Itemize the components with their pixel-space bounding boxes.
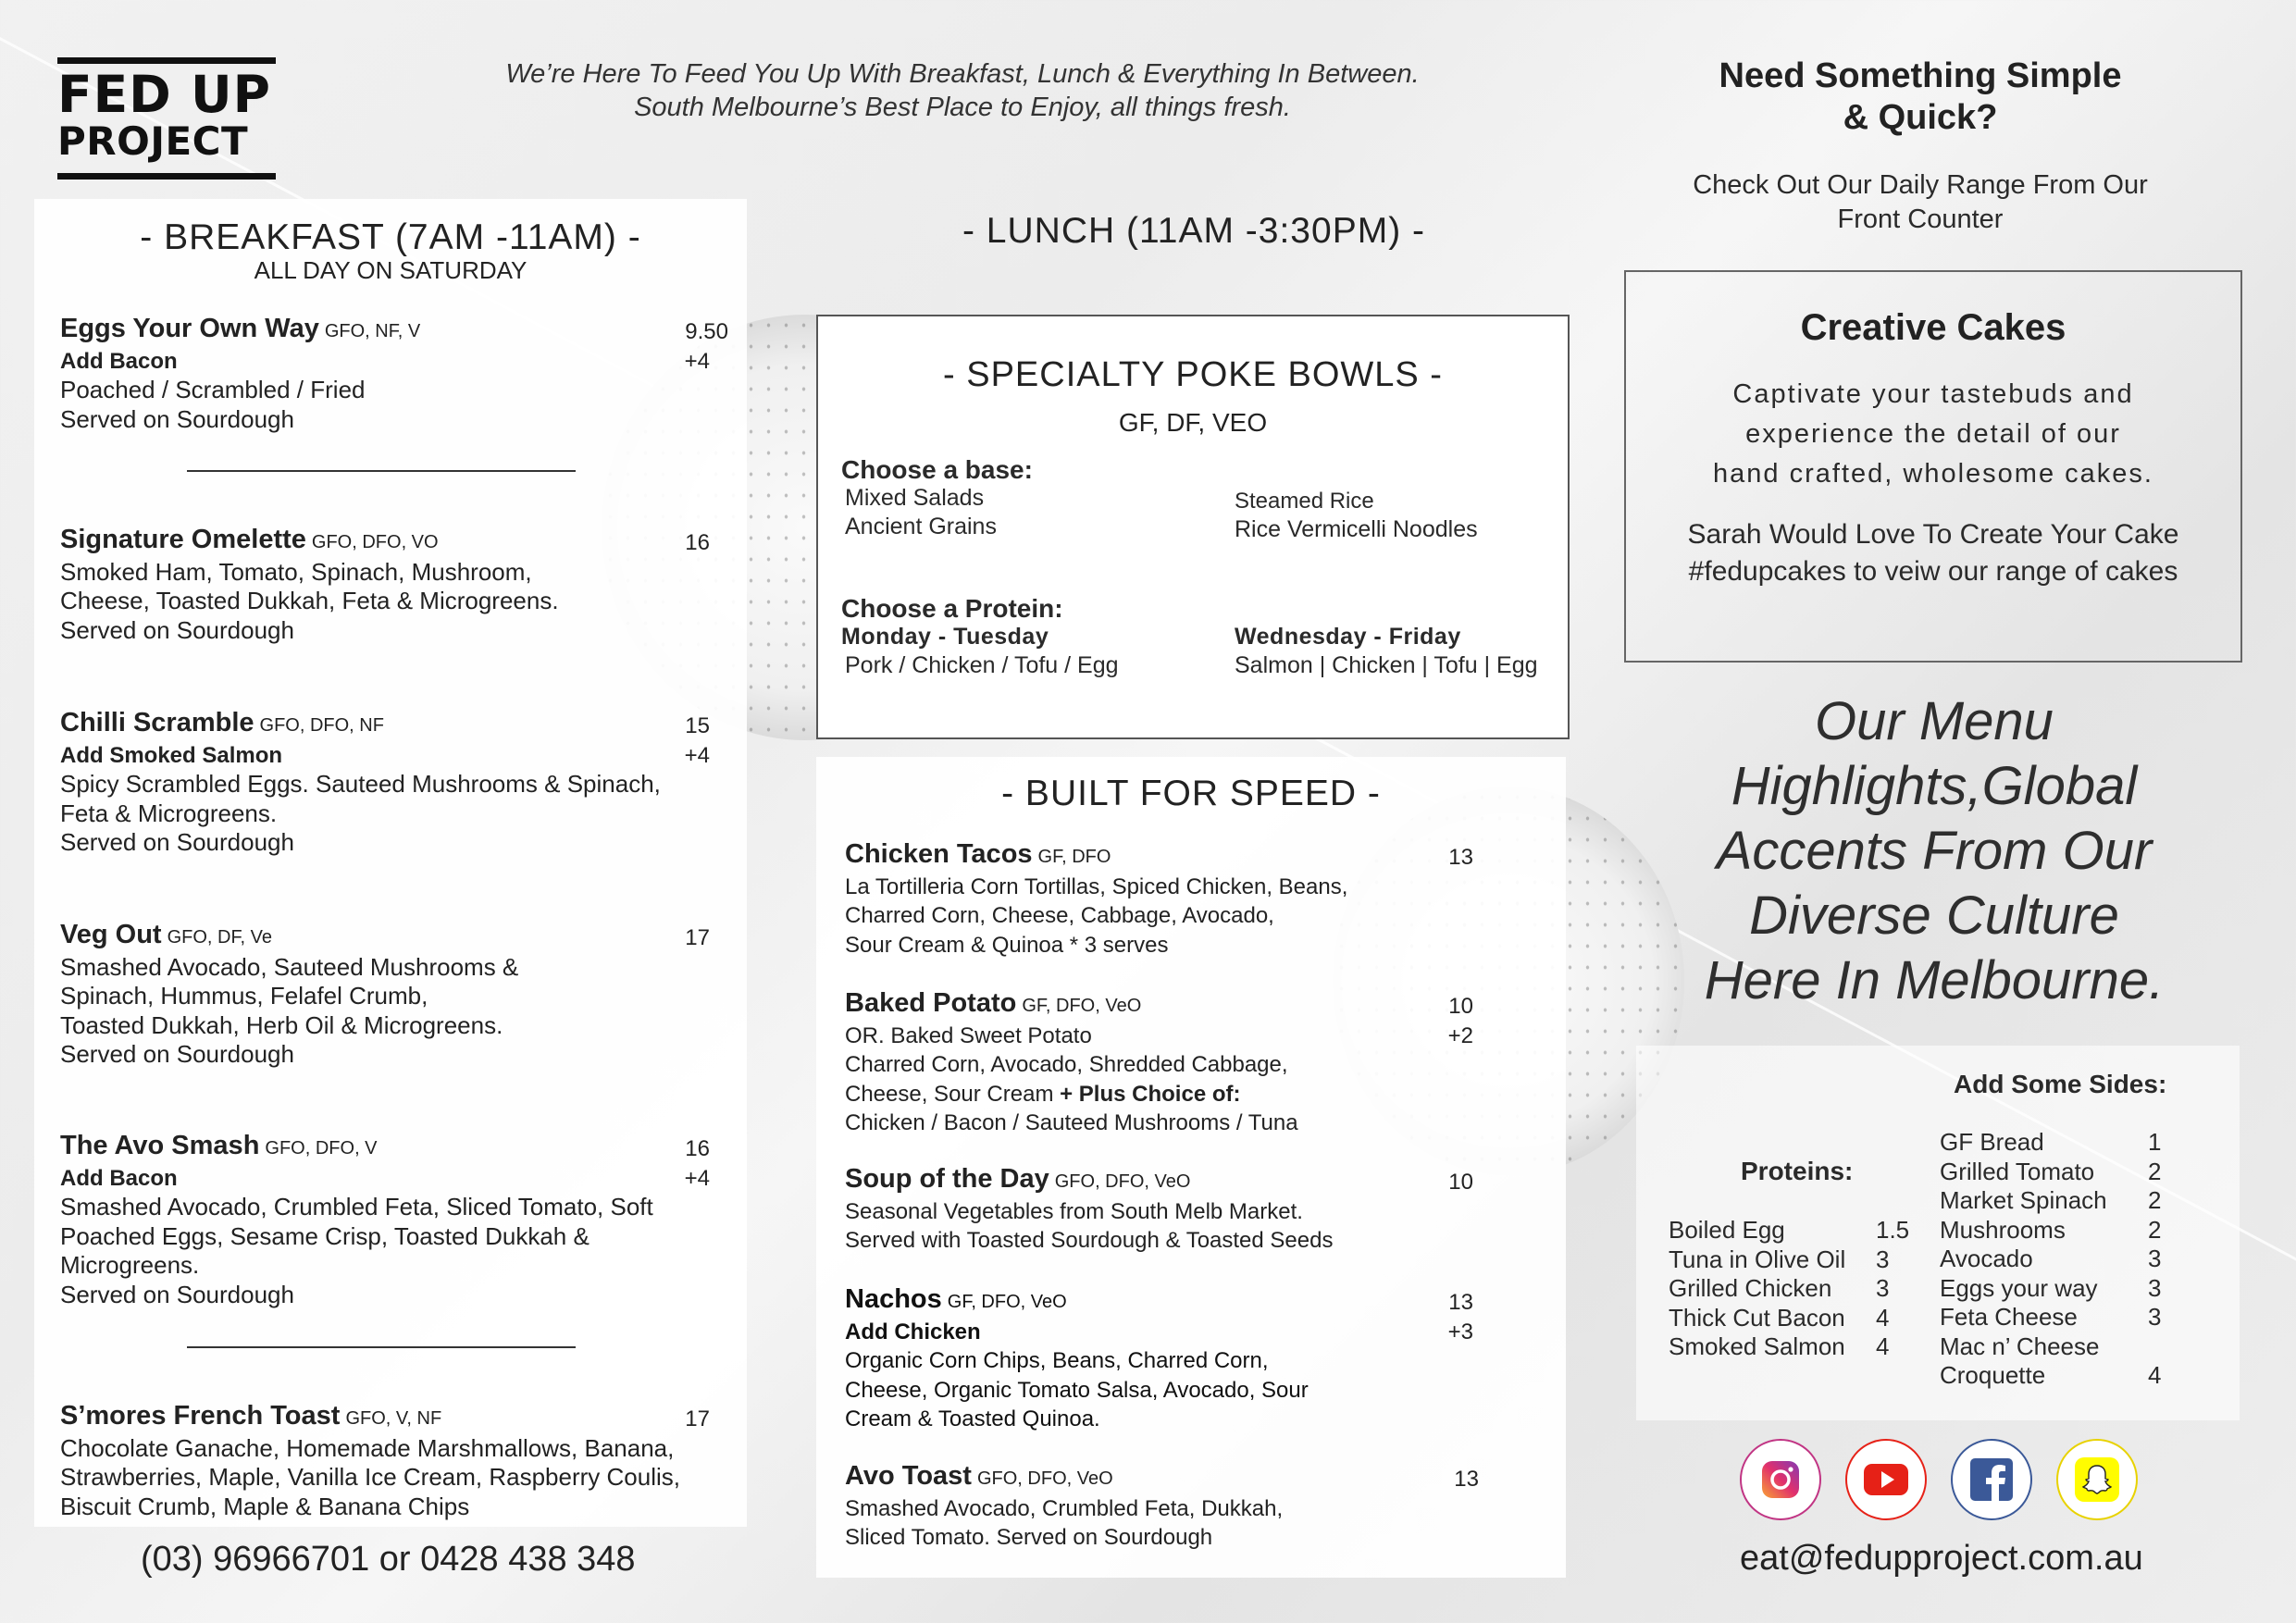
side-name: Grilled Chicken [1669,1274,1832,1302]
brand-line-1: FED UP [57,65,271,124]
item-name: Chicken Tacos [845,839,1033,869]
item-desc: OR. Baked Sweet Potato [845,1022,1092,1048]
breakfast-subtitle: ALL DAY ON SATURDAY [254,256,527,284]
addon-price: +2 [1447,1022,1473,1048]
item-addon: Add Chicken [845,1319,981,1344]
item-name: Soup of the Day [845,1164,1049,1194]
divider [187,470,576,472]
item-name: S’mores French Toast [60,1401,341,1431]
snapchat-icon[interactable] [2056,1439,2138,1520]
highlight-line: Diverse Culture [1749,886,2119,946]
item-desc: Charred Corn, Cheese, Cabbage, Avocado, [845,903,1274,928]
addon-price: +3 [1447,1319,1473,1344]
item-price [627,712,710,770]
protein-heading: Choose a Protein: [841,594,1063,623]
base-option: Ancient Grains [845,514,997,539]
item-price [627,1134,710,1193]
item-desc: Poached Eggs, Sesame Crisp, Toasted Dukkah & [60,1221,590,1250]
cakes-line: experience the detail of our [1745,419,2121,449]
item-tags: GFO, DFO, V [265,1138,378,1158]
item-tags: GF, DFO, VeO [947,1292,1067,1312]
item-desc: Biscuit Crumb, Maple & Banana Chips [60,1492,470,1520]
highlight-line: Our Menu [1815,691,2054,751]
item-desc: Served on Sourdough [60,828,294,856]
item-price: 10 [1448,1170,1473,1195]
item-desc: Smashed Avocado, Crumbled Feta, Sliced Tomato, Soft [60,1193,653,1220]
item-price [1381,1288,1473,1346]
cakes-line: Captivate your tastebuds and [1732,379,2134,409]
item-desc: Poached / Scrambled / Fried [60,376,366,403]
item-desc: Smashed Avocado, Crumbled Feta, Dukkah, [845,1495,1284,1521]
tagline [435,57,1490,124]
base-option: Mixed Salads [845,485,985,511]
price-value: 10 [1448,994,1473,1019]
item-name: Nachos [845,1284,942,1314]
creative-cakes-box [1624,270,2242,663]
speed-title: - BUILT FOR SPEED - [1001,774,1381,813]
facebook-icon[interactable] [1951,1439,2032,1520]
side-price: 4 [1876,1332,1890,1360]
side-price: 3 [2148,1245,2162,1272]
item-tags: GFO, DFO, VeO [976,1468,1113,1489]
highlight-line: Highlights,Global [1731,756,2138,816]
side-name: Avocado [1940,1245,2033,1272]
item-tags: GFO, DFO, VO [311,532,439,552]
item-desc: Strawberries, Maple, Vanilla Ice Cream, Raspberry Coulis, [60,1463,680,1491]
side-price: 3 [1876,1274,1890,1302]
brand-line-2: PROJECT [57,118,249,164]
item-price [627,317,728,376]
email-address[interactable]: eat@fedupproject.com.au [1740,1539,2143,1578]
item-price: 17 [685,925,710,950]
addon-price: +4 [684,1165,710,1191]
menu-item [60,526,708,645]
simple-line-2: Front Counter [1837,204,2004,234]
instagram-icon[interactable] [1740,1439,1821,1520]
item-name: Chilli Scramble [60,708,254,737]
protein-options: Salmon | Chicken | Tofu | Egg [1235,652,1538,678]
item-desc: Cheese, Sour Cream [845,1081,1061,1107]
side-price: 4 [1876,1303,1890,1332]
item-desc: Sliced Tomato. Served on Sourdough [845,1525,1213,1550]
highlight-line: Here In Melbourne. [1704,950,2165,1010]
side-price: 2 [2148,1215,2162,1244]
side-price: 1 [2148,1128,2162,1156]
item-desc: Cheese, Toasted Dukkah, Feta & Microgreens. [60,587,559,614]
side-name: Boiled Egg [1669,1216,1785,1244]
poke-protein-right [1235,623,1538,680]
sides-panel [1636,1046,2240,1420]
side-name: Croquette [1940,1361,2046,1389]
price-value: 15 [685,713,710,738]
side-price: 4 [2148,1361,2162,1389]
item-choice: + Plus Choice of: [1060,1081,1241,1107]
poke-bowls-box [816,315,1570,739]
item-name: Eggs Your Own Way [60,314,319,343]
cakes-hashtag: #fedupcakes to veiw our range of cakes [1688,556,2178,587]
poke-subtitle: GF, DF, VEO [1118,408,1268,437]
youtube-icon[interactable] [1845,1439,1927,1520]
item-desc: Microgreens. [60,1251,200,1279]
item-desc: Charred Corn, Avocado, Shredded Cabbage, [845,1052,1288,1077]
side-price: 2 [2148,1186,2162,1214]
side-name: Tuna in Olive Oil [1669,1245,1846,1273]
poke-base-left [841,455,1033,541]
item-desc: Seasonal Vegetables from South Melb Market. [845,1198,1303,1224]
divider [187,1346,576,1348]
item-price: 17 [685,1406,710,1431]
phone-number[interactable]: (03) 96966701 or 0428 438 348 [141,1540,636,1579]
item-name: The Avo Smash [60,1131,260,1160]
item-desc: Served on Sourdough [60,404,294,433]
item-tags: GF, DFO [1037,847,1111,867]
item-tags: GFO, DFO, VeO [1054,1171,1191,1192]
item-addon: Add Smoked Salmon [60,742,283,768]
item-desc: Feta & Microgreens. [60,799,278,827]
proteins-heading: Proteins: [1741,1157,1854,1185]
menu-item [60,315,671,434]
item-desc: Smashed Avocado, Sauteed Mushrooms & [60,952,519,981]
item-name: Baked Potato [845,988,1017,1018]
breakfast-title: - BREAKFAST (7AM -11AM) - [140,217,641,257]
protein-days: Monday - Tuesday [841,624,1049,650]
price-value: 13 [1448,1290,1473,1315]
item-name: Avo Toast [845,1461,972,1491]
item-price: 13 [1448,845,1473,870]
sides-title: Add Some Sides: [1954,1070,2167,1098]
poke-title: - SPECIALTY POKE BOWLS - [943,355,1443,394]
side-name: Grilled Tomato [1940,1157,2095,1185]
item-desc: Toasted Dukkah, Herb Oil & Microgreens. [60,1010,503,1039]
side-protein-prices [1876,1216,1909,1362]
item-desc: Served on Sourdough [60,1040,294,1068]
simple-line-1: Check Out Our Daily Range From Our [1693,170,2148,200]
item-price [1381,992,1473,1050]
item-name: Veg Out [60,920,162,949]
side-price: 1.5 [1876,1216,1910,1244]
highlight-line: Accents From Our [1716,821,2153,881]
addon-price: +4 [684,348,710,374]
lunch-title: - LUNCH (11AM -3:30PM) - [962,211,1426,251]
side-price: 3 [2148,1303,2162,1331]
cakes-line: Sarah Would Love To Create Your Cake [1687,519,2179,550]
side-name: Mac n’ Cheese [1940,1332,2100,1360]
menu-highlights [1620,689,2249,1013]
item-tags: GFO, NF, V [324,321,421,341]
menu-item [60,921,708,1070]
brand-logo [57,57,276,180]
protein-options: Pork / Chicken / Tofu / Egg [845,652,1119,678]
item-desc: La Tortilleria Corn Tortillas, Spiced Chicken, Beans, [845,873,1348,899]
price-value: 9.50 [685,319,728,344]
simple-heading-2: & Quick? [1843,98,1998,137]
item-desc: Served on Sourdough [60,615,294,644]
side-protein-names [1669,1216,1845,1362]
item-desc: Spicy Scrambled Eggs. Sauteed Mushrooms & Spinach, [60,770,661,798]
item-tags: GFO, DF, Ve [167,927,272,948]
item-desc: Organic Corn Chips, Beans, Charred Corn, [845,1348,1269,1373]
breakfast-panel [34,199,747,1527]
item-addon: Add Bacon [60,348,178,374]
poke-base-right [1235,487,1478,544]
side-name: Mushrooms [1940,1215,2066,1244]
item-name: Signature Omelette [60,525,306,554]
item-desc: Chocolate Ganache, Homemade Marshmallows, Banana, [60,1433,675,1462]
item-desc: Spinach, Hummus, Felafel Crumb, [60,982,428,1010]
item-desc: Sour Cream & Quinoa * 3 serves [845,932,1169,958]
price-value: 16 [685,1136,710,1161]
item-desc: Cheese, Organic Tomato Salsa, Avocado, Sour [845,1377,1309,1403]
simple-quick-block [1624,56,2216,237]
poke-protein-left [841,594,1119,680]
side-name: Feta Cheese [1940,1303,2078,1331]
item-desc: Served on Sourdough [60,1280,294,1308]
side-price [2148,1332,2161,1362]
side-name: GF Bread [1940,1128,2044,1156]
side-other-names [1940,1128,2107,1391]
side-price: 3 [2148,1273,2162,1302]
protein-days: Wednesday - Friday [1235,624,1461,650]
side-name: Eggs your way [1940,1273,2098,1302]
item-price: 13 [1454,1467,1479,1492]
item-desc: Smoked Ham, Tomato, Spinach, Mushroom, [60,557,532,586]
tagline-line-2: South Melbourne’s Best Place to Enjoy, all things fresh. [634,93,1291,122]
item-price: 16 [685,530,710,555]
item-desc: Served with Toasted Sourdough & Toasted Seeds [845,1228,1334,1253]
item-desc: Chicken / Bacon / Sauteed Mushrooms / Tuna [845,1110,1298,1135]
item-desc: Cream & Toasted Quinoa. [845,1406,1100,1431]
cakes-line: hand crafted, wholesome cakes. [1713,459,2153,489]
base-option: Rice Vermicelli Noodles [1235,516,1478,542]
side-name: Market Spinach [1940,1186,2107,1214]
addon-price: +4 [684,742,710,768]
item-tags: GFO, DFO, NF [259,715,384,736]
cakes-title: Creative Cakes [1800,307,2066,348]
item-tags: GF, DFO, VeO [1022,996,1142,1016]
base-heading: Choose a base: [841,455,1033,484]
item-tags: GFO, V, NF [345,1408,442,1429]
built-for-speed-panel [816,757,1566,1578]
side-name: Thick Cut Bacon [1669,1303,1845,1332]
base-option: Steamed Rice [1235,489,1374,514]
side-other-prices [2148,1128,2161,1391]
tagline-line-1: We’re Here To Feed You Up With Breakfast, Lunch & Everything In Between. [505,59,1420,89]
side-price: 2 [2148,1157,2162,1185]
side-name: Smoked Salmon [1669,1332,1845,1360]
item-addon: Add Bacon [60,1165,178,1191]
side-price: 3 [1876,1245,1890,1273]
simple-heading-1: Need Something Simple [1719,56,2122,95]
